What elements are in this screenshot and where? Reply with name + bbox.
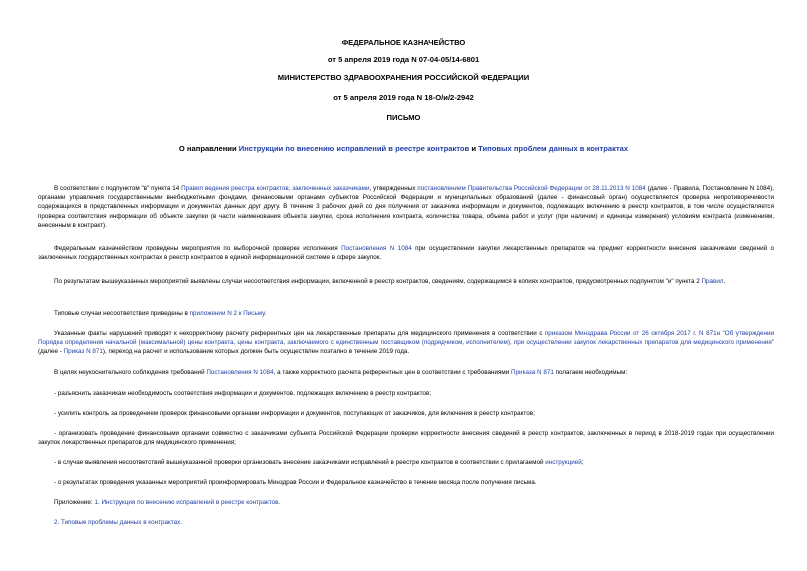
paragraph-7: - разъяснить заказчикам необходимость соответствия информации и документов, подлежащих включению в реестр контрактов; — [54, 390, 431, 397]
p10-text-1: - в случае выявления несоответствий вышеуказанной проверки организовать внесение заказчиками исправлений в реестре контрактов в соответствии с прилагаемой — [54, 459, 546, 466]
p4-text-2: . — [264, 310, 267, 317]
paragraph-3 — [38, 277, 774, 286]
ministry-doc-number: от 5 апреля 2019 года N 18-О/и/2-2942 — [333, 93, 474, 102]
p6-text-2: , а также корректного расчета референтных цен в соответствии с требованиями — [273, 369, 512, 376]
ministry-title: МИНИСТЕРСТВО ЗДРАВООХРАНЕНИЯ РОССИЙСКОЙ ФЕДЕРАЦИИ — [277, 73, 530, 82]
paragraph-9: - организовать проведение финансовыми органами совместно с заказчиками субъекта Российской Федерации проверки корректности внесения сведений в реестр контрактов, заключенных в период в 2018-2019 годах при осуществлении закупок лекарственных препаратов для медицинского применения; — [38, 430, 774, 447]
attachment-2-link[interactable]: 2. Типовые проблемы данных в контрактах. — [54, 519, 183, 526]
agency-doc-number: от 5 апреля 2019 года N 07-04-05/14-6801 — [327, 55, 480, 64]
p5-text-3: ), переход на расчет и использование которых должен быть осуществлен поэтапно в течение 2019 года. — [102, 348, 410, 356]
p1-text-2: , утвержденных — [369, 185, 418, 192]
typical-problems-link[interactable]: Типовых проблем данных в контрактах — [478, 144, 629, 153]
instruction-link[interactable]: Инструкции по внесению исправлений в реестре контрактов — [238, 144, 470, 153]
order-871n-link[interactable]: приказом Минздрава России от 26 октября 2017 г. N 871н "Об утверждении Порядка определения начальной (максимальной) цены контракта, цены контракта, заключаемого с единственным поставщиком (подрядчиком, исполнителем), при осуществлении закупок лекарственных препаратов для медицинского применения" — [38, 330, 775, 347]
attachment-line-1 — [38, 498, 774, 507]
subject-text-1: О направлении — [178, 144, 239, 153]
order-871-link-2[interactable]: Приказа N 871 — [511, 369, 554, 376]
appendix-2-link[interactable]: приложении N 2 к Письму — [189, 310, 265, 317]
paragraph-5 — [38, 329, 774, 357]
p3-text-2: . — [723, 278, 726, 285]
instruction-link-2[interactable]: инструкцией — [545, 459, 582, 466]
p2-text-1: Федеральным казначейством проведены мероприятия по выборочной проверке исполнения — [54, 245, 342, 252]
resolution-1084-link[interactable]: постановлением Правительства Российской Федерации от 28.11.2013 N 1084 — [417, 185, 646, 192]
order-871-link[interactable]: Приказ N 871 — [63, 348, 103, 356]
p1-text-1: В соответствии с подпунктом "в" пункта 14 — [54, 185, 182, 192]
p4-text-1: Типовые случаи несоответствия приведены в — [54, 310, 190, 317]
p3-text-1: По результатам вышеуказанных мероприятий выявлены случаи несоответствия информации, включенной в реестр контрактов, сведениям, содержащимся в копиях контрактов, предусмотренных подпунктом "и" пункта 2 — [54, 278, 702, 285]
agency-title: ФЕДЕРАЛЬНОЕ КАЗНАЧЕЙСТВО — [341, 38, 466, 47]
resolution-1084-link-3[interactable]: Постановления N 1084 — [206, 369, 274, 376]
p2-text-2: при осуществлении закупки лекарственных препаратов на предмет корректности внесения заказчиками сведений о заключенных государственных контрактах в реестр контрактов в единой информационной системе в сфере закупок. — [38, 245, 775, 262]
resolution-1084-link-2[interactable]: Постановления N 1084 — [341, 245, 412, 252]
p5-text-2: (далее - — [38, 348, 64, 356]
p6-text-1: В целях неукоснительного соблюдения требований — [54, 369, 207, 376]
subject-text-2: и — [469, 144, 479, 153]
document-type: ПИСЬМО — [386, 113, 421, 122]
paragraph-8: - усилить контроль за проведением проверок финансовыми органами информации и документов, поступающих от заказчиков, для включения в реестр контрактов; — [54, 410, 535, 417]
attachment-label: Приложение: — [54, 499, 95, 506]
paragraph-2 — [38, 244, 774, 262]
p6-text-3: полагаем необходимым: — [553, 369, 628, 376]
paragraph-10 — [38, 458, 774, 467]
attachment-1-link[interactable]: 1. Инструкция по внесению исправлений в реестре контрактов. — [94, 499, 281, 506]
rules-link[interactable]: Правил ведения реестра контрактов, заключенных заказчиками — [181, 185, 370, 192]
p5-text-1: Указанные факты нарушений приводят к некорректному расчету референтных цен на лекарственные препараты для медицинского применения в соответствии с — [54, 330, 545, 337]
document-subject — [0, 144, 807, 154]
paragraph-4 — [38, 309, 774, 318]
p1-text-3: (далее - Правила, Постановление N 1084), органами управления государственными внебюджетными фондами, финансовыми органами субъектов Российской Федерации и муниципальных образований (далее - финансовый орган) осуществляется проверка непротиворечивости содержащихся в представленных информации и документах данных друг другу. В течение 3 рабочих дней со дня получения от заказчика информации и документов, подлежащих включению в реестр контрактов, в том числе осуществляется проверка соответствия информации об объекте закупки (в части наименования объекта закупки, срока исполнения контракта, количества товара, объема работ и услуг (при наличии) и единицы измерения) условиям контракта (изменениям, внесенным в контракт). — [38, 185, 775, 229]
paragraph-6 — [38, 368, 774, 377]
p10-text-2: ; — [581, 459, 584, 466]
rules-link-2[interactable]: Правил — [701, 278, 724, 285]
attachment-line-2 — [38, 518, 774, 527]
paragraph-1 — [38, 184, 774, 230]
paragraph-11: - о результатах проведения указанных мероприятий проинформировать Минздрав России и Федеральное казначейство в течение месяца после получения письма. — [54, 479, 537, 486]
